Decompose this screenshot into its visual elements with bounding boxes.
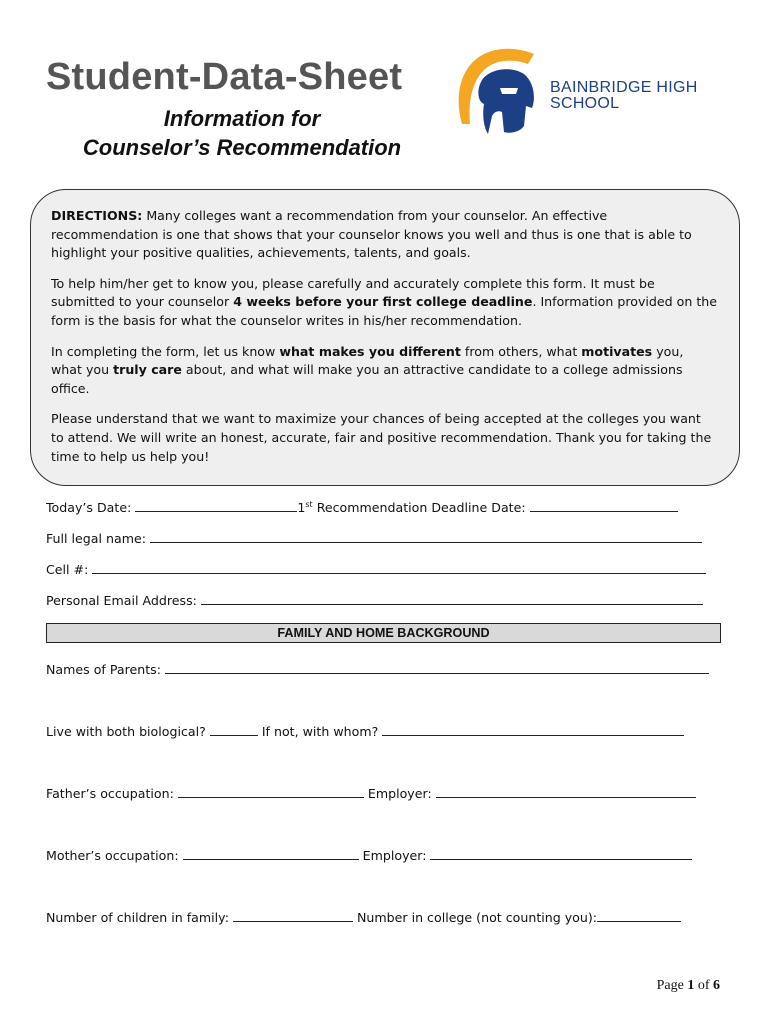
num-college-label: Number in college (not counting you): — [356, 910, 598, 925]
school-name-line-1: BAINBRIDGE HIGH — [550, 79, 698, 96]
rec-deadline-input[interactable] — [530, 501, 678, 512]
directions-p3-d: about, and what will make you an attractive candidate to a college admissions office. — [51, 362, 683, 396]
page-title: Student-Data-Sheet — [46, 56, 403, 98]
directions-paragraph-2 — [51, 275, 717, 331]
num-children-label: Number of children in family: — [46, 910, 229, 925]
todays-date-row — [46, 500, 678, 515]
todays-date-input[interactable] — [135, 501, 297, 512]
live-with-label: Live with both biological? — [46, 724, 206, 739]
directions-p3-bold2: motivates — [581, 343, 653, 359]
num-college-input[interactable] — [597, 911, 681, 922]
school-name-line-2: SCHOOL — [550, 95, 620, 112]
directions-p3-bold1: what makes you different — [279, 343, 461, 359]
mother-employer-label: Employer: — [362, 848, 427, 863]
directions-p2-a: To help him/her get to know you, please carefully and accurately complete this form. It must be submitted to your counselor — [51, 275, 655, 310]
cell-input[interactable] — [92, 563, 706, 574]
page-of: of — [697, 978, 710, 993]
parents-input[interactable] — [165, 663, 709, 674]
page-total: 6 — [713, 978, 720, 993]
directions-label: DIRECTIONS: — [51, 208, 143, 223]
email-label: Personal Email Address: — [46, 593, 197, 608]
directions-p3-c: you, what you — [51, 343, 684, 378]
live-with-row — [46, 724, 684, 739]
directions-paragraph-4: Please understand that we want to maximize your chances of being accepted at the colleges you want to attend. We will write an honest, accurate, fair and positive recommendation. Thank you for taking the time to help us help you! — [51, 411, 712, 464]
rec-deadline-num: 1 — [297, 500, 306, 516]
todays-date-label: Today’s Date: — [46, 500, 132, 516]
father-employer-input[interactable] — [436, 787, 696, 798]
if-not-input[interactable] — [382, 725, 684, 736]
cell-row — [46, 562, 706, 577]
rec-deadline-sup: st — [305, 500, 313, 509]
email-row — [46, 593, 703, 608]
full-name-input[interactable] — [150, 532, 702, 543]
school-name — [550, 80, 698, 112]
children-row — [46, 910, 681, 925]
subtitle-line-2: Counselor’s Recommendation — [82, 135, 402, 160]
subtitle-line-1: Information for — [163, 106, 321, 131]
father-employer-label: Employer: — [367, 786, 432, 801]
directions-paragraph-3 — [51, 343, 717, 399]
parents-row — [46, 662, 709, 677]
directions-p2-bold: 4 weeks before your first college deadline — [233, 294, 533, 310]
page-word: Page — [656, 978, 684, 993]
mother-row — [46, 848, 692, 863]
directions-p1-text: Many colleges want a recommendation from your counselor. An effective recommendation is one that shows that your counselor knows you well and thus is one that is able to highlight your positive qualities, achievements, talents, and goals. — [51, 208, 692, 261]
rec-deadline-label: Recommendation Deadline Date: — [312, 500, 526, 516]
mother-employer-input[interactable] — [430, 849, 692, 860]
directions-text — [51, 207, 717, 478]
father-row — [46, 786, 696, 801]
email-input[interactable] — [201, 594, 703, 605]
directions-p3-a: In completing the form, let us know — [51, 343, 280, 359]
full-name-label: Full legal name: — [46, 531, 146, 546]
spartan-helmet-icon — [454, 46, 538, 138]
directions-p3-b: from others, what — [460, 343, 582, 359]
father-occupation-input[interactable] — [178, 787, 364, 798]
family-section-heading: FAMILY AND HOME BACKGROUND — [46, 623, 721, 643]
directions-p2-b: . Information provided on the form is the basis for what the counselor writes in his/her recommendation. — [51, 294, 718, 328]
num-children-input[interactable] — [233, 911, 353, 922]
full-name-row — [46, 531, 702, 546]
page-number — [657, 978, 720, 994]
if-not-label: If not, with whom? — [261, 724, 379, 739]
mother-occupation-input[interactable] — [183, 849, 359, 860]
mother-occupation-label: Mother’s occupation: — [46, 848, 179, 863]
page-current: 1 — [687, 978, 695, 993]
directions-p3-bold3: truly care — [113, 362, 182, 378]
father-occupation-label: Father’s occupation: — [46, 786, 174, 801]
cell-label: Cell #: — [46, 562, 89, 577]
directions-paragraph-1 — [51, 207, 717, 263]
parents-label: Names of Parents: — [46, 662, 161, 677]
live-with-input[interactable] — [210, 725, 258, 736]
